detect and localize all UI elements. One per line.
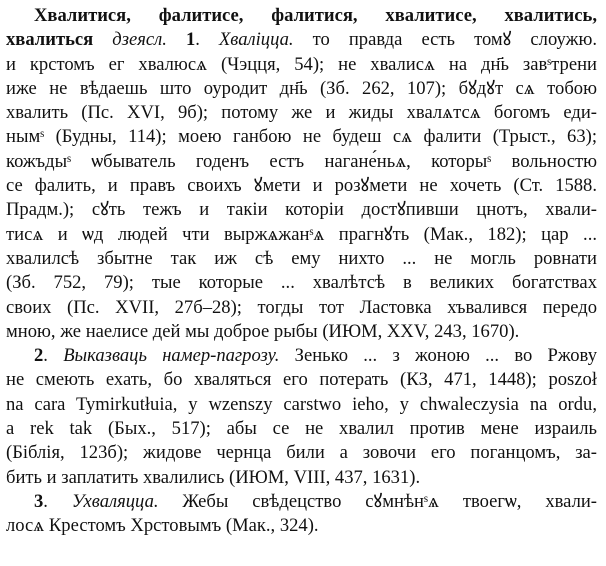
citation-line: нымˢ (Будны, 114); моею ганбою не будеш сѧ фалити (Трыст., 63); [6, 126, 597, 148]
citation-text: то правда есть томꙋ слоужю. [293, 29, 597, 51]
citation-line: мною, же наелисе дей мы доброе рыбы (ИЮМ, XXV, 243, 1670). [6, 320, 520, 342]
sense-definition: Хваліцца. [218, 29, 294, 51]
citation-line: хвалилсѣ збытне так иж сѣ ему нихто ... не могль ровнати [6, 247, 597, 269]
sense-number: 3 [34, 490, 44, 512]
citation-line: се фалить, и правъ своихъ ꙋмети и розꙋмети не хочеть (Ст. 1588. [6, 175, 597, 197]
citation-text: Жебы свѣдецство сꙋмнѣнˢѧ твоегѡ, хвали- [158, 490, 597, 512]
headword: Хвалитися, фалитисе, фалитися, хвалитисе, хвалитись, [34, 5, 597, 26]
sense3-line-1: 3. Ухваляцца. Жебы свѣдецство сꙋмнѣнˢѧ твоегѡ, хвали- [34, 490, 597, 512]
citation-line: тисѧ и ѡд людей чти выржѧжанˢѧ прагнꙋть (Мак., 182); цар ... [6, 223, 597, 245]
citation-line: (Біблія, 123б); жидове чернца били а зовочи его поганцомъ, за- [6, 442, 597, 464]
citation-line: Прадм.); сꙋть тежъ и такіи которіи достꙋпивши цнотъ, хвали- [6, 199, 597, 221]
citation-line: иже не вѣдаешь што оуродит дн҃ь (Зб. 262, 107); бꙋдꙋт сѧ тобою [6, 77, 597, 99]
headword-line [6, 4, 597, 28]
citation-line: лосѧ Крестомъ Хрстовымъ (Мак., 324). [6, 515, 319, 537]
sense2-line-1: 2. Выказваць намер-пагрозу. Зенько ... з жоною ... во Ржову [34, 345, 597, 367]
citation-line: (Зб. 752, 79); тые которые ... хвалѣтсѣ в великих богатствах [6, 272, 597, 294]
citation-line: и крстомъ ег хвалюсѧ (Чэцця, 54); не хвалисѧ на дн҃ь завˢтрени [6, 53, 597, 75]
sense1-line-1: хвалиться дзеясл. 1. Хваліцца. то правда есть томꙋ слоужю. [6, 29, 597, 51]
sense-number: 1 [185, 29, 196, 51]
citation-line: своих (Пс. XVII, 27б–28); тогды тот Ластовка хъвалився передо [6, 296, 597, 318]
sense-definition: Ухваляцца. [71, 490, 159, 512]
sense-number: 2 [34, 345, 44, 367]
citation-line: кожъдыˢ ѡбыватель годенъ естъ нагане́ньѧ, которыˢ вольностю [6, 150, 597, 172]
sense-definition: Выказваць намер-пагрозу. [63, 345, 280, 367]
citation-line: na cara Tymirkutłuia, y wzenszy carstwo ieho, y chwaleczysia na ordu, [6, 393, 597, 415]
part-of-speech: дзеясл. [112, 29, 167, 51]
citation-line: хвалить (Пс. XVI, 9б); потому же и жиды хвалѧтсѧ богомъ еди- [6, 102, 597, 124]
citation-line: бить и заплатить хвалились (ИЮМ, VIII, 437, 1631). [6, 466, 421, 488]
citation-line: a rek tak (Бых., 517); абы се не хвалил против мене израиль [6, 418, 597, 440]
citation-text: Зенько ... з жоною ... во Ржову [279, 345, 597, 367]
headword-continuation: хвалиться [6, 29, 94, 51]
citation-line: не смеють ехать, бо хваляться его потерать (КЗ, 471, 1448); poszoł [6, 369, 597, 391]
